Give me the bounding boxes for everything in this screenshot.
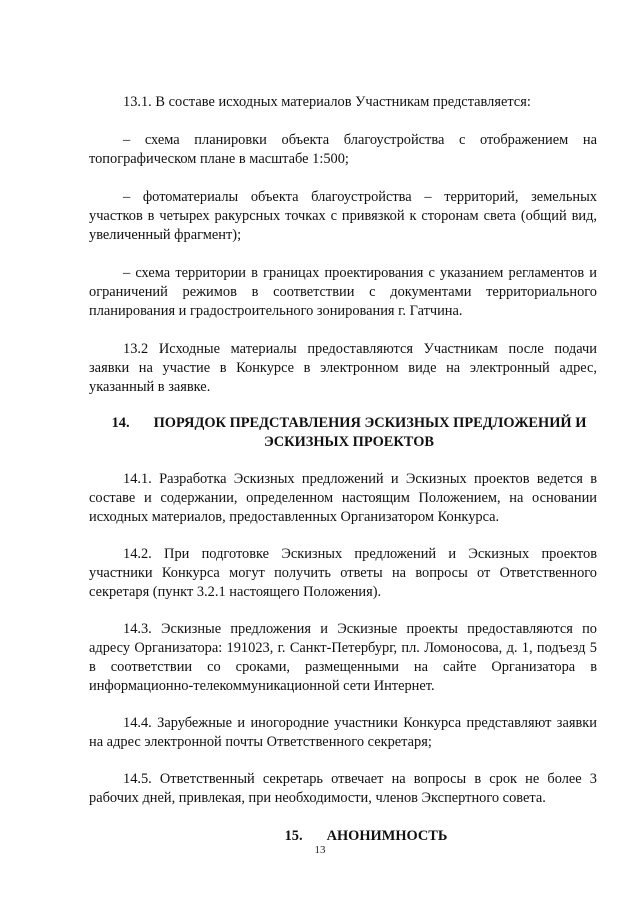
section-14-number: 14. [111,415,130,431]
list-item-scheme: – схема планировки объекта благоустройства с отображением на топографическом плане в масштабе 1:500; [89,132,597,167]
list-item-photos: – фотоматериалы объекта благоустройства – территорий, земельных участков в четырех ракурсных точках с привязкой к сторонам света (общий вид, увеличенный фрагмент); [89,189,597,243]
list-item-territory-scheme: – схема территории в границах проектирования с указанием регламентов и ограничений режимов в соответствии с документами территориального планирования и градостроительного зонирования г. Гатчина. [89,265,597,319]
section-15-number: 15. [284,828,303,844]
paragraph-14-1: 14.1. Разработка Эскизных предложений и Эскизных проектов ведется в составе и содержании, определенном настоящим Положением, на основании исходных материалов, предоставленных Организатором Конкурса. [89,471,597,525]
paragraph-13-1: 13.1. В составе исходных материалов Участникам представляется: [123,94,531,110]
paragraph-14-2: 14.2. При подготовке Эскизных предложений и Эскизных проектов участники Конкурса могут получить ответы на вопросы от Ответственного секретаря (пункт 3.2.1 настоящего Положения). [89,546,597,600]
section-14-heading [89,414,597,452]
section-14-title: ПОРЯДОК ПРЕДСТАВЛЕНИЯ ЭСКИЗНЫХ ПРЕДЛОЖЕНИЙ И ЭСКИЗНЫХ ПРОЕКТОВ [153,415,587,450]
paragraph-14-4: 14.4. Зарубежные и иногородние участники Конкурса представляют заявки на адрес электронной почты Ответственного секретаря; [89,715,597,750]
page-content [89,93,597,846]
section-15-title: АНОНИМНОСТЬ [326,828,448,844]
page-number: 13 [314,844,326,856]
paragraph-14-3: 14.3. Эскизные предложения и Эскизные проекты предоставляются по адресу Организатора: 191023, г. Санкт-Петербург, пл. Ломоносова, д. 1, подъезд 5 в соответствии со сроками, размещенными на сайте Организатора в информационно-телекоммуникационной сети Интернет. [89,621,597,694]
paragraph-13-2: 13.2 Исходные материалы предоставляются Участникам после подачи заявки на участие в Конкурсе в электронном виде на электронный адрес, указанный в заявке. [89,341,597,395]
paragraph-14-5: 14.5. Ответственный секретарь отвечает на вопросы в срок не более 3 рабочих дней, привлекая, при необходимости, членов Экспертного совета. [89,771,597,806]
